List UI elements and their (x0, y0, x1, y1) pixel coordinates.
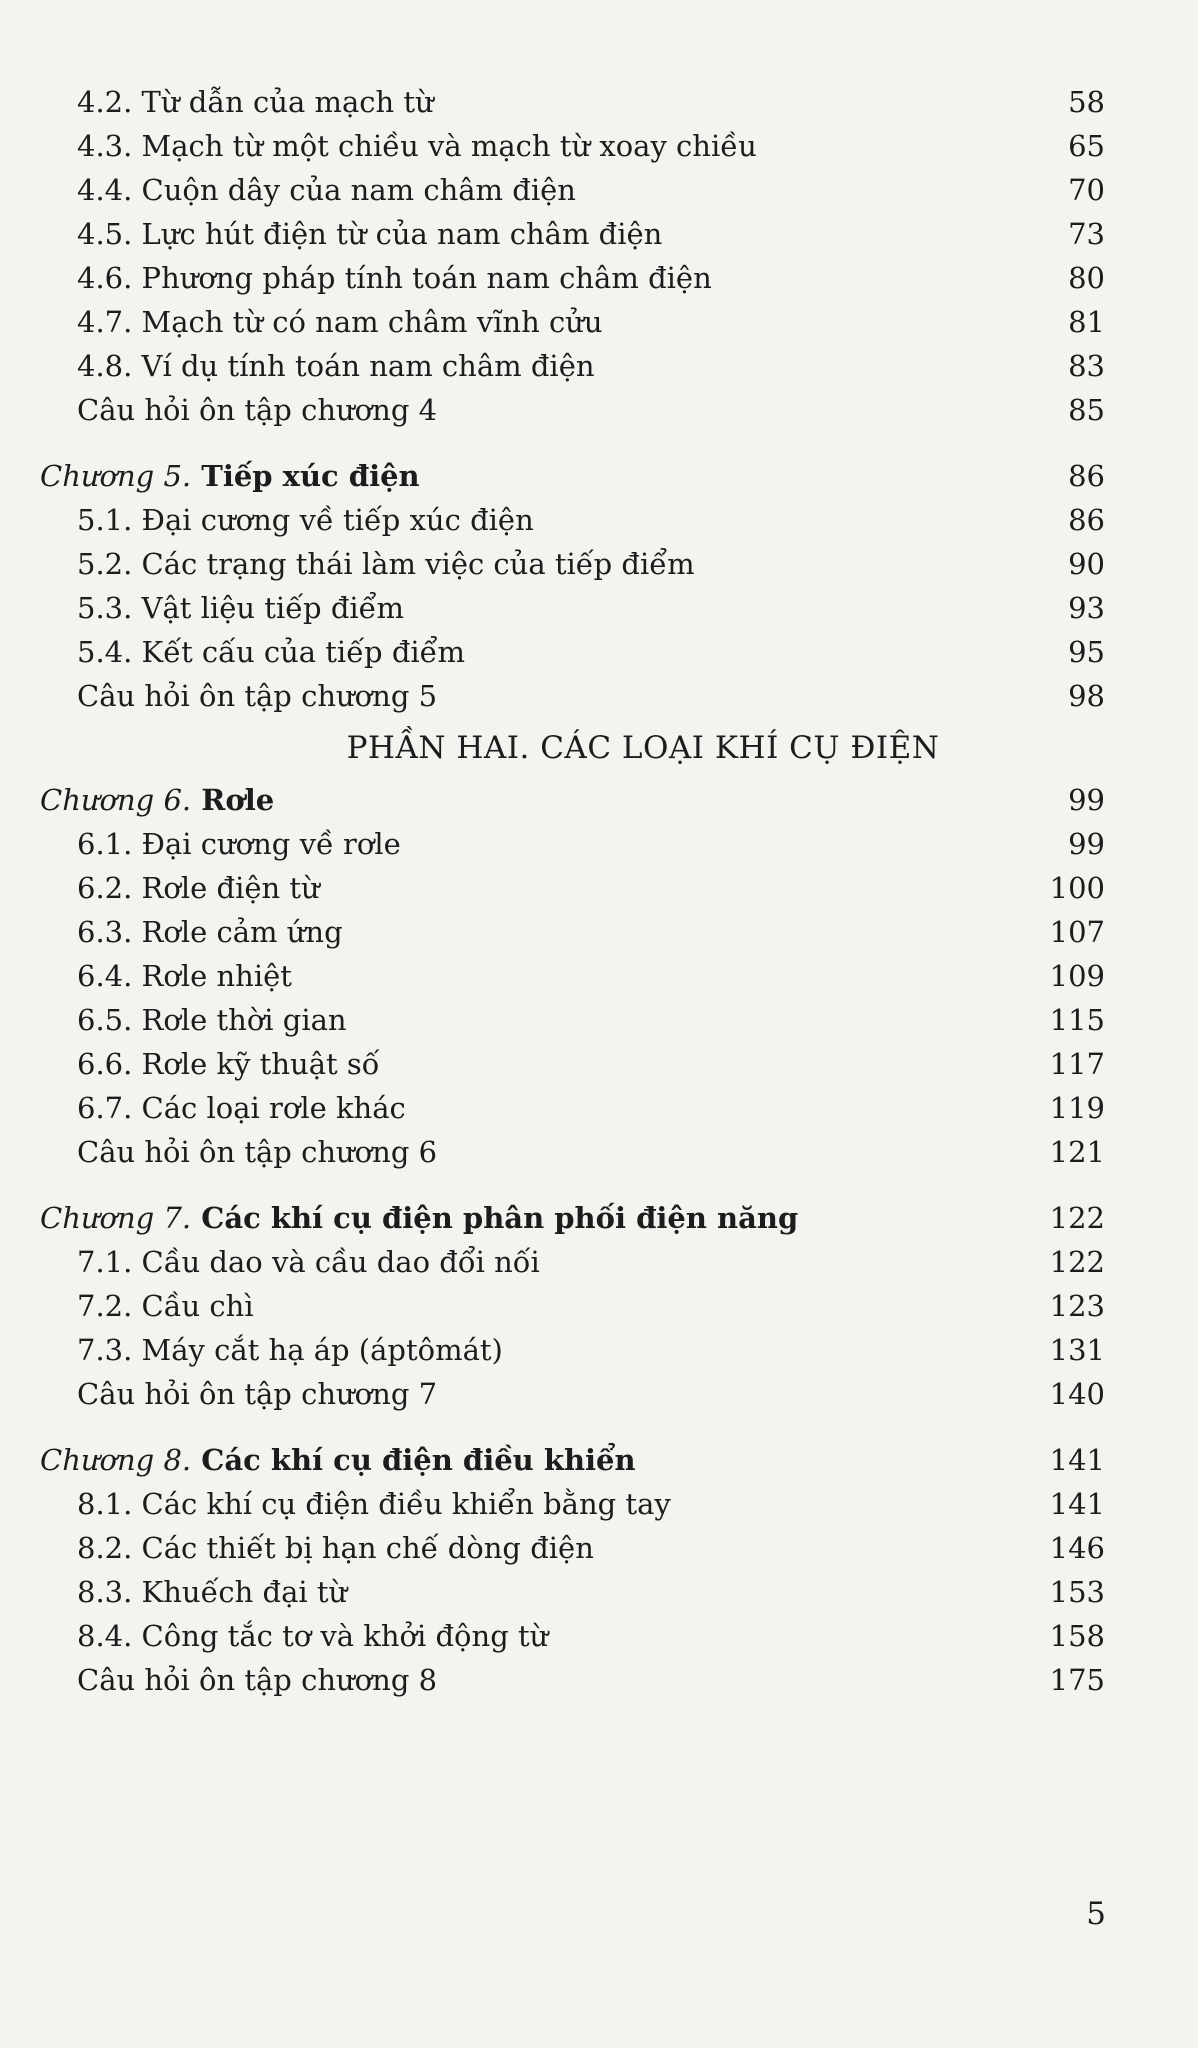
section-title: Câu hỏi ôn tập chương 8 (77, 1663, 438, 1697)
page-number: 5 (1086, 1896, 1106, 1932)
toc-page-number: 86 (1068, 503, 1105, 537)
toc-page-number: 81 (1068, 305, 1105, 339)
toc-section-row (0, 586, 1198, 630)
toc-section-row (0, 1328, 1198, 1372)
toc-gap (0, 1416, 1198, 1438)
toc-page-number: 93 (1068, 591, 1105, 625)
chapter-label: Chương 5. (40, 459, 192, 493)
toc-section-part-two (0, 778, 1198, 1702)
section-title: 7.1. Cầu dao và cầu dao đổi nối (77, 1245, 540, 1279)
toc-page-number: 122 (1049, 1245, 1105, 1279)
toc-section-row (0, 256, 1198, 300)
chapter-label: Chương 7. (40, 1201, 192, 1235)
toc-section-row (0, 344, 1198, 388)
toc-page-number: 65 (1068, 129, 1105, 163)
section-title: 6.1. Đại cương về rơle (77, 827, 401, 861)
toc-gap (0, 432, 1198, 454)
toc-page-number: 86 (1068, 459, 1105, 493)
section-title: Câu hỏi ôn tập chương 7 (77, 1377, 438, 1411)
chapter-name: Tiếp xúc điện (201, 459, 420, 493)
section-title: 6.4. Rơle nhiệt (77, 959, 292, 993)
toc-section-row (0, 1372, 1198, 1416)
section-title: 4.8. Ví dụ tính toán nam châm điện (77, 349, 595, 383)
chapter-label: Chương 6. (40, 783, 192, 817)
section-title: 4.6. Phương pháp tính toán nam châm điện (77, 261, 712, 295)
toc-page-number: 99 (1068, 783, 1105, 817)
chapter-label: Chương 8. (40, 1443, 192, 1477)
section-title: 8.2. Các thiết bị hạn chế dòng điện (77, 1531, 594, 1565)
toc-page-number: 141 (1049, 1443, 1105, 1477)
toc-section-row (0, 866, 1198, 910)
toc-chapter-row (0, 1196, 1198, 1240)
toc-page-number: 109 (1049, 959, 1105, 993)
toc-page-number: 146 (1049, 1531, 1105, 1565)
toc-section-row (0, 1658, 1198, 1702)
section-title: 6.6. Rơle kỹ thuật số (77, 1047, 380, 1081)
toc-section-row (0, 1482, 1198, 1526)
toc-page-number: 175 (1049, 1663, 1105, 1697)
toc-section-row (0, 168, 1198, 212)
toc-section-part-one (0, 80, 1198, 718)
toc-section-row (0, 630, 1198, 674)
toc-page-number: 99 (1068, 827, 1105, 861)
toc-section-row (0, 1130, 1198, 1174)
toc-section-row (0, 822, 1198, 866)
toc-page-number: 121 (1049, 1135, 1105, 1169)
section-title: 6.2. Rơle điện từ (77, 871, 320, 905)
toc-page-number: 117 (1049, 1047, 1105, 1081)
toc-chapter-row (0, 778, 1198, 822)
section-title: 6.3. Rơle cảm ứng (77, 915, 343, 949)
toc-section-row (0, 998, 1198, 1042)
toc-section-row (0, 498, 1198, 542)
section-title: 5.2. Các trạng thái làm việc của tiếp điểm (77, 547, 695, 581)
toc-chapter-row (0, 454, 1198, 498)
toc-page-number: 119 (1049, 1091, 1105, 1125)
section-title: 6.5. Rơle thời gian (77, 1003, 347, 1037)
toc-page-number: 58 (1068, 85, 1105, 119)
section-title: 5.4. Kết cấu của tiếp điểm (77, 635, 466, 669)
toc-section-row (0, 1526, 1198, 1570)
toc-section-row (0, 388, 1198, 432)
section-title: 6.7. Các loại rơle khác (77, 1091, 406, 1125)
toc-page-number: 107 (1049, 915, 1105, 949)
toc-section-row (0, 212, 1198, 256)
section-title: 8.3. Khuếch đại từ (77, 1575, 348, 1609)
toc-section-row (0, 300, 1198, 344)
toc-section-row (0, 674, 1198, 718)
section-title: 4.3. Mạch từ một chiều và mạch từ xoay chiều (77, 129, 757, 163)
toc-section-row (0, 1240, 1198, 1284)
chapter-title (40, 454, 420, 498)
table-of-contents (0, 80, 1198, 1702)
toc-section-row (0, 1086, 1198, 1130)
toc-page-number: 123 (1049, 1289, 1105, 1323)
toc-section-row (0, 1570, 1198, 1614)
section-title: 4.4. Cuộn dây của nam châm điện (77, 173, 576, 207)
chapter-name: Rơle (201, 783, 275, 817)
part-heading (0, 718, 1198, 778)
toc-section-row (0, 1042, 1198, 1086)
section-title: 5.1. Đại cương về tiếp xúc điện (77, 503, 534, 537)
toc-page-number: 90 (1068, 547, 1105, 581)
toc-page-number: 100 (1049, 871, 1105, 905)
part-title: PHẦN HAI. CÁC LOẠI KHÍ CỤ ĐIỆN (346, 730, 940, 766)
section-title: 4.7. Mạch từ có nam châm vĩnh cửu (77, 305, 603, 339)
section-title: 5.3. Vật liệu tiếp điểm (77, 591, 405, 625)
section-title: 7.2. Cầu chì (77, 1289, 254, 1323)
toc-page-number: 83 (1068, 349, 1105, 383)
section-title: 7.3. Máy cắt hạ áp (áptômát) (77, 1333, 503, 1367)
toc-page-number: 158 (1049, 1619, 1105, 1653)
toc-page-number: 140 (1049, 1377, 1105, 1411)
toc-page-number: 115 (1049, 1003, 1105, 1037)
section-title: Câu hỏi ôn tập chương 6 (77, 1135, 438, 1169)
chapter-title (40, 1196, 798, 1240)
toc-page-number: 153 (1049, 1575, 1105, 1609)
toc-chapter-row (0, 1438, 1198, 1482)
section-title: Câu hỏi ôn tập chương 5 (77, 679, 438, 713)
toc-section-row (0, 542, 1198, 586)
toc-section-row (0, 1284, 1198, 1328)
section-title: 4.2. Từ dẫn của mạch từ (77, 85, 434, 119)
toc-page-number: 122 (1049, 1201, 1105, 1235)
chapter-name: Các khí cụ điện điều khiển (201, 1443, 636, 1477)
toc-section-row (0, 124, 1198, 168)
chapter-name: Các khí cụ điện phân phối điện năng (201, 1201, 799, 1235)
toc-page-number: 85 (1068, 393, 1105, 427)
toc-page-number: 80 (1068, 261, 1105, 295)
toc-page-number: 73 (1068, 217, 1105, 251)
toc-page-number: 70 (1068, 173, 1105, 207)
section-title: 8.4. Công tắc tơ và khởi động từ (77, 1619, 549, 1653)
chapter-title (40, 1438, 636, 1482)
section-title: 4.5. Lực hút điện từ của nam châm điện (77, 217, 663, 251)
toc-page-number: 141 (1049, 1487, 1105, 1521)
toc-page-number: 131 (1049, 1333, 1105, 1367)
toc-gap (0, 1174, 1198, 1196)
toc-section-row (0, 910, 1198, 954)
toc-section-row (0, 1614, 1198, 1658)
toc-section-row (0, 954, 1198, 998)
toc-section-row (0, 80, 1198, 124)
section-title: Câu hỏi ôn tập chương 4 (77, 393, 438, 427)
chapter-title (40, 778, 274, 822)
toc-page-number: 98 (1068, 679, 1105, 713)
toc-page-number: 95 (1068, 635, 1105, 669)
section-title: 8.1. Các khí cụ điện điều khiển bằng tay (77, 1487, 671, 1521)
